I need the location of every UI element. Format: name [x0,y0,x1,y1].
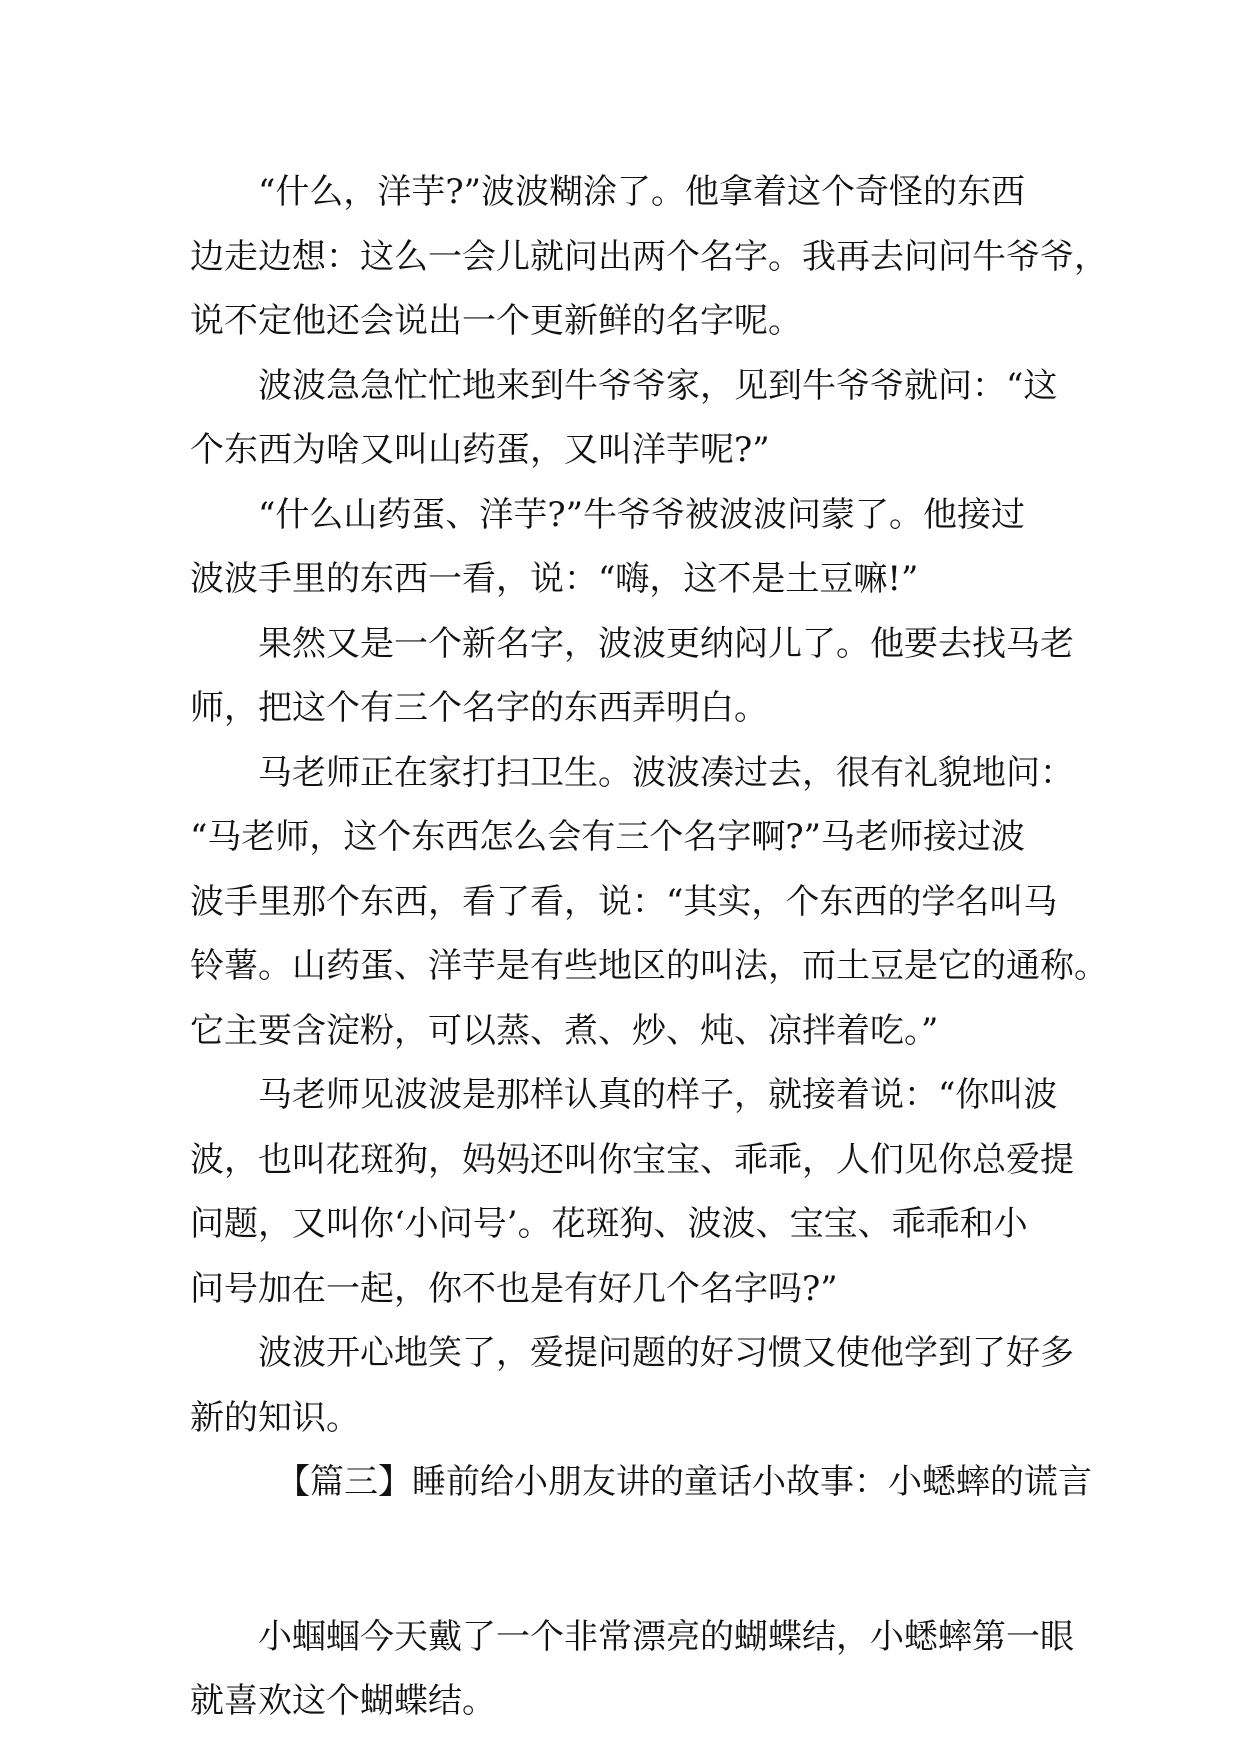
paragraph-line: 就喜欢这个蝴蝶结。 [190,1681,496,1721]
paragraph-line: 师，把这个有三个名字的东西弄明白。 [190,688,768,728]
paragraph-line: 边走边想：这么一会儿就问出两个名字。我再去问问牛爷爷， [190,236,1108,277]
paragraph-line: 说不定他还会说出一个更新鲜的名字呢。 [190,301,802,341]
paragraph-line: 波波开心地笑了，爱提问题的好习惯又使他学到了好多 [258,1333,1074,1373]
paragraph-line: 它主要含淀粉，可以蒸、煮、炒、炖、凉拌着吃。” [190,1010,939,1051]
section-title: 【篇三】睡前给小朋友讲的童话小故事：小蟋蟀的谎言 [276,1462,1092,1502]
paragraph-line: 个东西为啥又叫山药蛋，又叫洋芋呢?” [190,430,770,470]
paragraph-line: “什么山药蛋、洋芋?”牛爷爷被波波问蒙了。他接过 [258,494,1025,535]
paragraph-line: 波手里那个东西，看了看，说：“其实，个东西的学名叫马 [190,881,1058,922]
paragraph-line: 波，也叫花斑狗，妈妈还叫你宝宝、乖乖，人们见你总爱提 [190,1139,1074,1180]
paragraph-line: 问题，又叫你‘小问号’。花斑狗、波波、宝宝、乖乖和小 [190,1204,1028,1244]
paragraph-line: 马老师正在家打扫卫生。波波凑过去，很有礼貌地问： [258,752,1074,793]
story-text [190,160,1108,1734]
paragraph-line: 马老师见波波是那样认真的样子，就接着说：“你叫波 [258,1075,1058,1115]
section-spacer [190,1515,1070,1605]
paragraph-line: 波波急急忙忙地来到牛爷爷家，见到牛爷爷就问：“这 [258,365,1058,406]
paragraph-line: 波波手里的东西一看，说：“嗨，这不是土豆嘛!” [190,559,919,599]
paragraph-line: 新的知识。 [190,1397,360,1438]
paragraph-line: 小蝈蝈今天戴了一个非常漂亮的蝴蝶结，小蟋蟀第一眼 [258,1616,1074,1657]
paragraph-line: 果然又是一个新名字，波波更纳闷儿了。他要去找马老 [258,623,1074,664]
paragraph-line: “马老师，这个东西怎么会有三个名字啊?”马老师接过波 [190,817,1025,857]
paragraph-line: “什么，洋芋?”波波糊涂了。他拿着这个奇怪的东西 [258,172,1025,212]
paragraph-line: 铃薯。山药蛋、洋芋是有些地区的叫法，而土豆是它的通称。 [190,946,1108,986]
paragraph-line: 问号加在一起，你不也是有好几个名字吗?” [190,1268,838,1309]
